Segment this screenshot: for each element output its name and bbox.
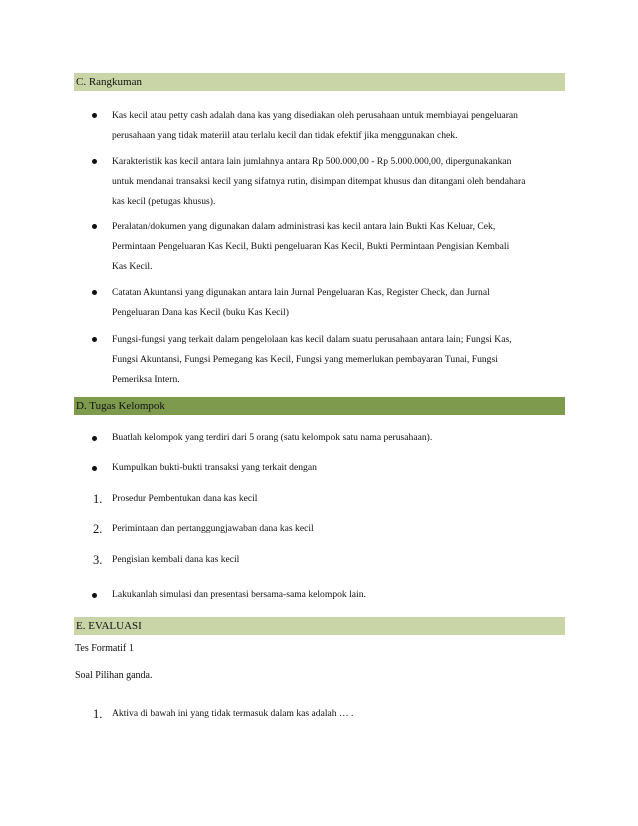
question-text: Aktiva di bawah ini yang tidak termasuk dalam kas adalah … . <box>112 708 354 719</box>
bullet-icon <box>92 593 97 598</box>
item-line: Prosedur Pembentukan dana kas kecil <box>112 493 258 504</box>
item-line: Catatan Akuntansi yang digunakan antara lain Jurnal Pengeluaran Kas, Register Check, dan Jurnal <box>112 287 490 298</box>
question-number: 1. <box>93 707 103 721</box>
item-line: Permintaan Pengeluaran Kas Kecil, Bukti pengeluaran Kas Kecil, Bukti Permintaan Pengisian Kembali <box>112 241 510 252</box>
bullet-icon <box>92 159 97 164</box>
question-item <box>112 704 572 724</box>
item-line: Lakukanlah simulasi dan presentasi bersama-sama kelompok lain. <box>112 589 366 600</box>
bullet-icon <box>92 224 97 229</box>
item-line: untuk mendanai transaksi kecil yang sifatnya rutin, disimpan ditempat khusus dan ditangani oleh bendahara <box>112 176 526 187</box>
numbered-item <box>112 489 572 509</box>
list-number: 3. <box>93 553 103 567</box>
list-item <box>112 458 572 478</box>
bullet-icon <box>92 113 97 118</box>
test-subtitle: Tes Formatif 1 <box>75 643 134 654</box>
item-line: Perimintaan dan pertanggungjawaban dana kas kecil <box>112 523 314 534</box>
item-line: Fungsi Akuntansi, Fungsi Pemegang kas Kecil, Fungsi yang memerlukan pembayaran Tunai, Fungsi <box>112 354 498 365</box>
list-item <box>112 152 572 212</box>
bullet-icon <box>92 337 97 342</box>
item-line: Kas kecil atau petty cash adalah dana kas yang disediakan oleh perusahaan untuk membiayai pengeluaran <box>112 110 518 121</box>
list-item <box>112 283 572 323</box>
bullet-icon <box>92 436 97 441</box>
item-line: Pengisian kembali dana kas kecil <box>112 554 240 565</box>
item-line: Karakteristik kas kecil antara lain jumlahnya antara Rp 500.000,00 - Rp 5.000.000,00, dipergunakankan <box>112 156 512 167</box>
list-item <box>112 428 572 448</box>
item-line: Buatlah kelompok yang terdiri dari 5 orang (satu kelompok satu nama perusahaan). <box>112 432 433 443</box>
test-instruction: Soal Pilihan ganda. <box>75 670 153 681</box>
list-item <box>112 330 572 390</box>
section-c-header: C. Rangkuman <box>74 73 565 91</box>
item-line: Pengeluaran Dana kas Kecil (buku Kas Kecil) <box>112 307 289 318</box>
list-number: 2. <box>93 522 103 536</box>
list-item <box>112 585 572 605</box>
list-number: 1. <box>93 492 103 506</box>
item-line: Pemeriksa Intern. <box>112 374 180 385</box>
item-line: Peralatan/dokumen yang digunakan dalam administrasi kas kecil antara lain Bukti Kas Keluar, Cek, <box>112 221 496 232</box>
item-line: perusahaan yang tidak materiil atau terlalu kecil dan tidak efektif jika menggunakan chek. <box>112 130 458 141</box>
item-line: kas kecil (petugas khusus). <box>112 196 216 207</box>
numbered-item <box>112 550 572 570</box>
section-e-header: E. EVALUASI <box>74 617 565 635</box>
bullet-icon <box>92 466 97 471</box>
item-line: Kumpulkan bukti-bukti transaksi yang terkait dengan <box>112 462 317 473</box>
item-line: Fungsi-fungsi yang terkait dalam pengelolaan kas kecil dalam suatu perusahaan antara lain; Fungsi Kas, <box>112 334 512 345</box>
list-item <box>112 217 572 277</box>
item-line: Kas Kecil. <box>112 261 153 272</box>
bullet-icon <box>92 290 97 295</box>
section-d-header: D. Tugas Kelompok <box>74 397 565 415</box>
numbered-item <box>112 519 572 539</box>
list-item <box>112 106 572 146</box>
